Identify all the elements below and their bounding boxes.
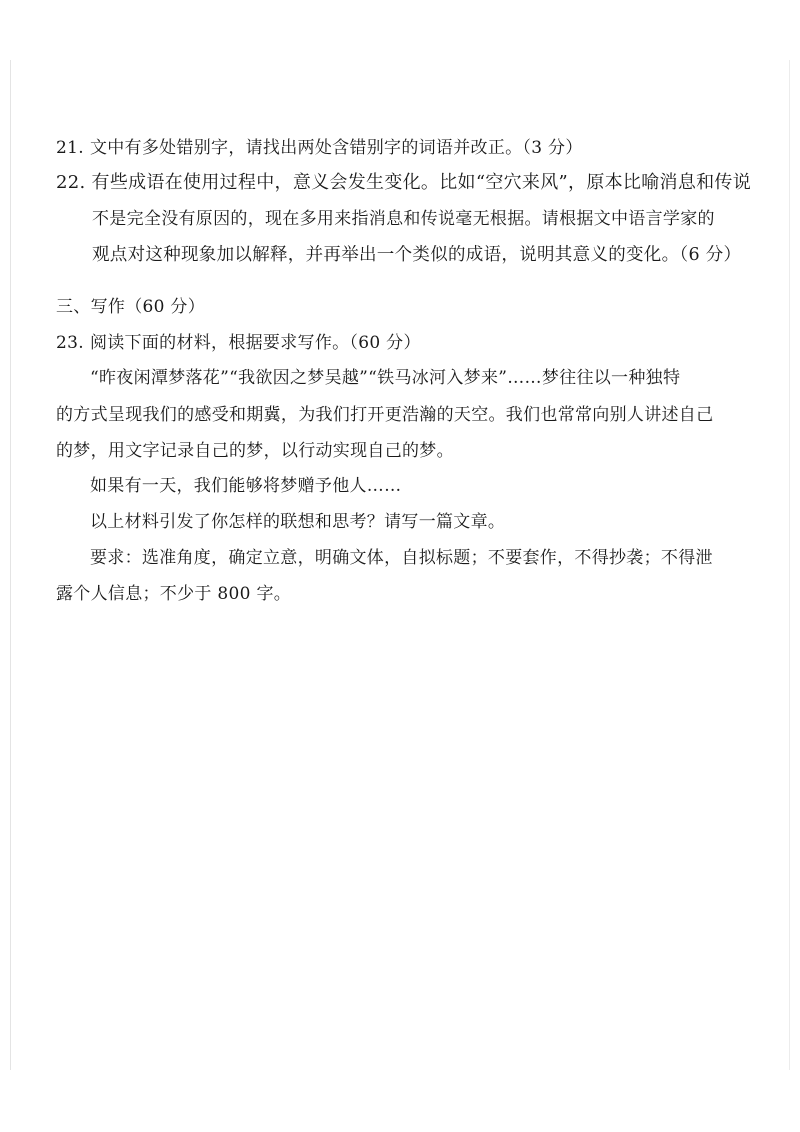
question-21-text: 文中有多处错别字，请找出两处含错别字的词语并改正。（3 分） (89, 138, 583, 158)
requirements-line-2: 露个人信息；不少于 800 字。 (56, 584, 292, 604)
question-23-text: 阅读下面的材料，根据要求写作。（60 分） (89, 333, 421, 353)
question-22-line-2: 不是完全没有原因的，现在多用来指消息和传说毫无根据。请根据文中语言学家的 (92, 209, 715, 229)
material-paragraph-1-line-2: 的方式呈现我们的感受和期冀，为我们打开更浩瀚的天空。我们也常常向别人讲述自己 (56, 405, 714, 425)
question-22-line-1 (56, 168, 751, 194)
scan-edge-right (789, 60, 790, 1070)
requirements-line-1: 要求：选准角度，确定立意，明确文体，自拟标题；不要套作，不得抄袭；不得泄 (90, 548, 713, 568)
question-21-number: 21. (56, 138, 84, 158)
material-paragraph-1-line-3: 的梦，用文字记录自己的梦，以行动实现自己的梦。 (56, 441, 454, 461)
scan-edge-left (10, 60, 11, 1070)
question-23 (56, 328, 421, 353)
question-21 (56, 133, 583, 158)
question-23-number: 23. (56, 333, 84, 353)
material-paragraph-1-line-1: “昨夜闲潭梦落花”“我欲因之梦吴越”“铁马冰河入梦来”……梦往往以一种独特 (90, 368, 681, 388)
question-22-number: 22. (56, 172, 86, 193)
section-3-heading: 三、写作（60 分） (56, 297, 206, 317)
question-22-line-3: 观点对这种现象加以解释，并再举出一个类似的成语，说明其意义的变化。（6 分） (92, 245, 742, 265)
material-paragraph-2: 如果有一天，我们能够将梦赠予他人…… (90, 476, 402, 496)
material-paragraph-3: 以上材料引发了你怎样的联想和思考？请写一篇文章。 (90, 512, 506, 532)
question-22-text-1: 有些成语在使用过程中，意义会发生变化。比如“空穴来风”，原本比喻消息和传说 (91, 172, 752, 193)
